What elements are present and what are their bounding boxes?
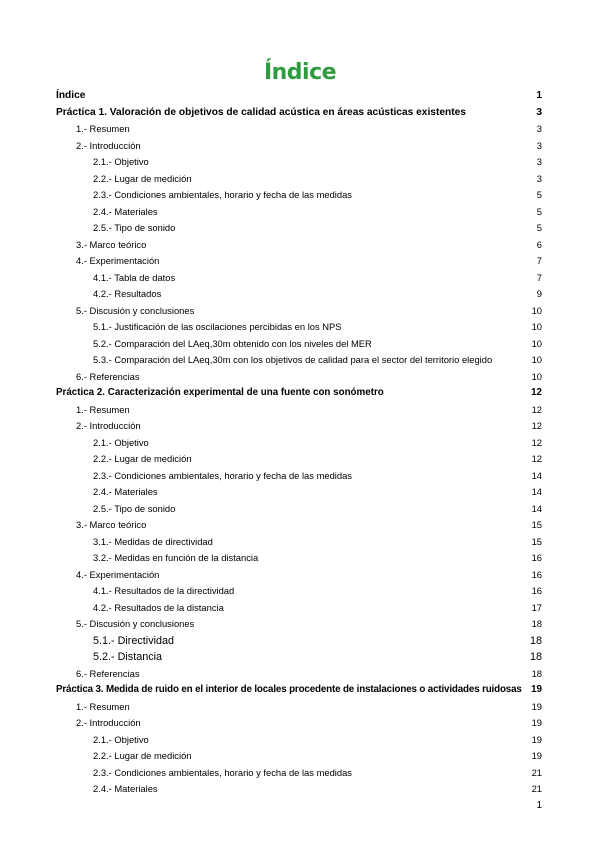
toc-entry[interactable] <box>56 583 542 600</box>
toc-entry-page: 9 <box>536 288 542 299</box>
toc-entry[interactable] <box>56 765 542 782</box>
toc-entry-page: 12 <box>531 453 542 464</box>
toc-entry-label: 6.- Referencias <box>76 667 140 679</box>
toc-entry-label: 5.- Discusión y conclusiones <box>76 304 195 316</box>
toc-entry-label: 3.2.- Medidas en función de la distancia <box>93 552 259 563</box>
toc-entry-page: 15 <box>531 519 542 530</box>
toc-entry-label: 2.- Introducción <box>76 717 141 728</box>
toc-entry-page: 18 <box>529 651 542 663</box>
toc-entry[interactable] <box>56 501 542 518</box>
toc-entry[interactable] <box>56 781 542 798</box>
toc-entry-label: 2.5.- Tipo de sonido <box>93 502 176 514</box>
toc-entry-page: 18 <box>531 618 542 629</box>
toc-entry-label: 6.- Referencias <box>76 370 140 382</box>
toc-entry-page: 14 <box>531 469 542 481</box>
toc-entry-label: 3.- Marco teórico <box>76 238 147 250</box>
toc-entry[interactable] <box>56 649 542 666</box>
toc-entry-page: 5 <box>536 189 542 200</box>
toc-entry[interactable] <box>56 682 542 699</box>
toc-entry-label: 2.4.- Materiales <box>93 783 158 794</box>
toc-entry[interactable] <box>56 121 542 138</box>
toc-entry-page: 7 <box>536 271 542 283</box>
toc-entry[interactable] <box>56 517 542 534</box>
toc-entry-label: 2.2.- Lugar de medición <box>93 750 192 761</box>
toc-entry-label: Práctica 3. Medida de ruido en el interior de locales procedente de instalaciones o actividades ruidosas <box>56 684 522 695</box>
toc-entry-page: 17 <box>531 601 542 613</box>
toc-entry-page: 19 <box>531 750 542 761</box>
toc-entry[interactable] <box>56 616 542 633</box>
toc-entry-label: Práctica 1. Valoración de objetivos de calidad acústica en áreas acústicas existentes <box>56 106 466 118</box>
toc-entry-page: 16 <box>531 585 542 596</box>
toc-entry[interactable] <box>56 138 542 155</box>
toc-entry-page: 12 <box>531 403 542 415</box>
toc-entry[interactable] <box>56 468 542 485</box>
toc-entry-label: 5.1.- Justificación de las oscilaciones percibidas en los NPS <box>93 321 342 332</box>
page-title: Índice <box>263 60 337 85</box>
toc-entry-page: 16 <box>531 552 542 563</box>
toc-entry-page: 5 <box>536 205 542 217</box>
toc-entry-label: 3.1.- Medidas de directividad <box>93 535 213 547</box>
toc-entry[interactable] <box>56 303 542 320</box>
toc-entry-page: 3 <box>536 156 542 167</box>
toc-entry-page: 7 <box>536 255 542 266</box>
toc-entry-page: 21 <box>531 766 542 778</box>
toc-entry-label: 2.2.- Lugar de medición <box>93 172 192 184</box>
toc-entry-label: 2.- Introducción <box>76 420 141 431</box>
toc-entry-page: 6 <box>536 238 542 250</box>
toc-entry[interactable] <box>56 451 542 468</box>
toc-entry[interactable] <box>56 187 542 204</box>
toc-entry-label: 5.1.- Directividad <box>93 634 175 647</box>
toc-entry-page: 19 <box>531 684 542 695</box>
toc-entry-page: 18 <box>529 634 542 647</box>
toc-entry-page: 21 <box>531 783 542 794</box>
toc-entry[interactable] <box>56 286 542 303</box>
toc-entry-page: 10 <box>531 354 542 365</box>
toc-entry[interactable] <box>56 253 542 270</box>
toc-entry-label: 4.- Experimentación <box>76 568 160 580</box>
toc-entry-label: 4.2.- Resultados de la distancia <box>93 601 224 613</box>
toc-entry[interactable] <box>56 699 542 716</box>
toc-entry-page: 10 <box>531 321 542 332</box>
page-number: 1 <box>536 800 542 811</box>
toc-entry[interactable] <box>56 666 542 683</box>
toc-entry-label: 2.3.- Condiciones ambientales, horario y fecha de las medidas <box>93 469 352 481</box>
toc-entry[interactable] <box>56 385 542 402</box>
toc-entry-label: 2.1.- Objetivo <box>93 436 149 448</box>
toc-entry-page: 12 <box>531 436 542 448</box>
toc-entry-label: 2.4.- Materiales <box>93 486 158 497</box>
toc-entry-label: 4.1.- Resultados de la directividad <box>93 585 235 596</box>
toc-entry-page: 12 <box>531 387 542 398</box>
toc-entry-page: 3 <box>536 123 542 134</box>
toc-entry-label: 2.- Introducción <box>76 139 141 151</box>
toc-entry-page: 10 <box>531 304 542 316</box>
toc-entry-page: 18 <box>531 667 542 679</box>
toc-entry[interactable] <box>56 105 542 122</box>
toc-entry-label: 1.- Resumen <box>76 700 130 712</box>
toc-entry-page: 10 <box>531 370 542 382</box>
toc-entry[interactable] <box>56 319 542 336</box>
toc-entry[interactable] <box>56 352 542 369</box>
toc-entry[interactable] <box>56 237 542 254</box>
toc-entry[interactable] <box>56 600 542 617</box>
toc-entry-page: 14 <box>531 502 542 514</box>
toc-entry[interactable] <box>56 88 542 105</box>
toc-entry[interactable] <box>56 154 542 171</box>
toc-entry[interactable] <box>56 402 542 419</box>
toc-entry-label: 2.4.- Materiales <box>93 205 158 217</box>
toc-entry-label: 2.3.- Condiciones ambientales, horario y fecha de las medidas <box>93 766 352 778</box>
toc-entry-page: 14 <box>531 486 542 497</box>
toc-entry-page: 3 <box>536 139 542 151</box>
toc-entry-label: 5.2.- Distancia <box>93 651 163 663</box>
toc-entry-page: 10 <box>531 337 542 349</box>
toc-entry-label: 3.- Marco teórico <box>76 519 147 530</box>
toc-entry[interactable] <box>56 715 542 732</box>
toc-entry-page: 19 <box>531 717 542 728</box>
toc-entry[interactable] <box>56 204 542 221</box>
toc-entry[interactable] <box>56 270 542 287</box>
toc-entry[interactable] <box>56 633 542 650</box>
toc-entry-label: 1.- Resumen <box>76 403 130 415</box>
toc-entry-label: Práctica 2. Caracterización experimental de una fuente con sonómetro <box>56 387 384 398</box>
toc-entry[interactable] <box>56 732 542 749</box>
toc-entry[interactable] <box>56 369 542 386</box>
toc-entry-page: 19 <box>531 733 542 745</box>
toc-entry[interactable] <box>56 484 542 501</box>
toc-entry-page: 12 <box>531 420 542 431</box>
toc-entry[interactable] <box>56 748 542 765</box>
toc-entry-page: 15 <box>531 535 542 547</box>
toc-entry-label: 4.2.- Resultados <box>93 288 162 299</box>
toc-entry-label: 5.2.- Comparación del LAeq,30m obtenido con los niveles del MER <box>93 337 372 349</box>
toc-entry[interactable] <box>56 435 542 452</box>
toc-entry-page: 1 <box>536 90 542 101</box>
toc-entry-page: 3 <box>536 106 542 118</box>
toc-entry[interactable] <box>56 220 542 237</box>
toc-entry-page: 5 <box>536 222 542 233</box>
toc-entry[interactable] <box>56 171 542 188</box>
toc-entry-label: 4.- Experimentación <box>76 255 160 266</box>
toc-entry-page: 16 <box>531 568 542 580</box>
toc-entry-label: 2.3.- Condiciones ambientales, horario y fecha de las medidas <box>93 189 352 200</box>
toc-entry-label: 2.2.- Lugar de medición <box>93 453 192 464</box>
toc-entry-label: 5.- Discusión y conclusiones <box>76 618 195 629</box>
toc-entry-page: 19 <box>531 700 542 712</box>
toc-entry-page: 3 <box>536 172 542 184</box>
toc-entry[interactable] <box>56 567 542 584</box>
toc-entry-label: 1.- Resumen <box>76 123 130 134</box>
toc-entry-label: 2.1.- Objetivo <box>93 733 149 745</box>
toc-entry[interactable] <box>56 534 542 551</box>
toc-entry[interactable] <box>56 550 542 567</box>
table-of-contents <box>56 88 542 798</box>
toc-entry-label: 4.1.- Tabla de datos <box>93 271 176 283</box>
toc-entry[interactable] <box>56 418 542 435</box>
toc-entry-label: 2.1.- Objetivo <box>93 156 149 167</box>
toc-entry-label: 5.3.- Comparación del LAeq,30m con los objetivos de calidad para el sector del territorio elegido <box>93 354 493 365</box>
toc-entry-label: 2.5.- Tipo de sonido <box>93 222 176 233</box>
toc-entry-label: Índice <box>56 90 86 101</box>
toc-entry[interactable] <box>56 336 542 353</box>
